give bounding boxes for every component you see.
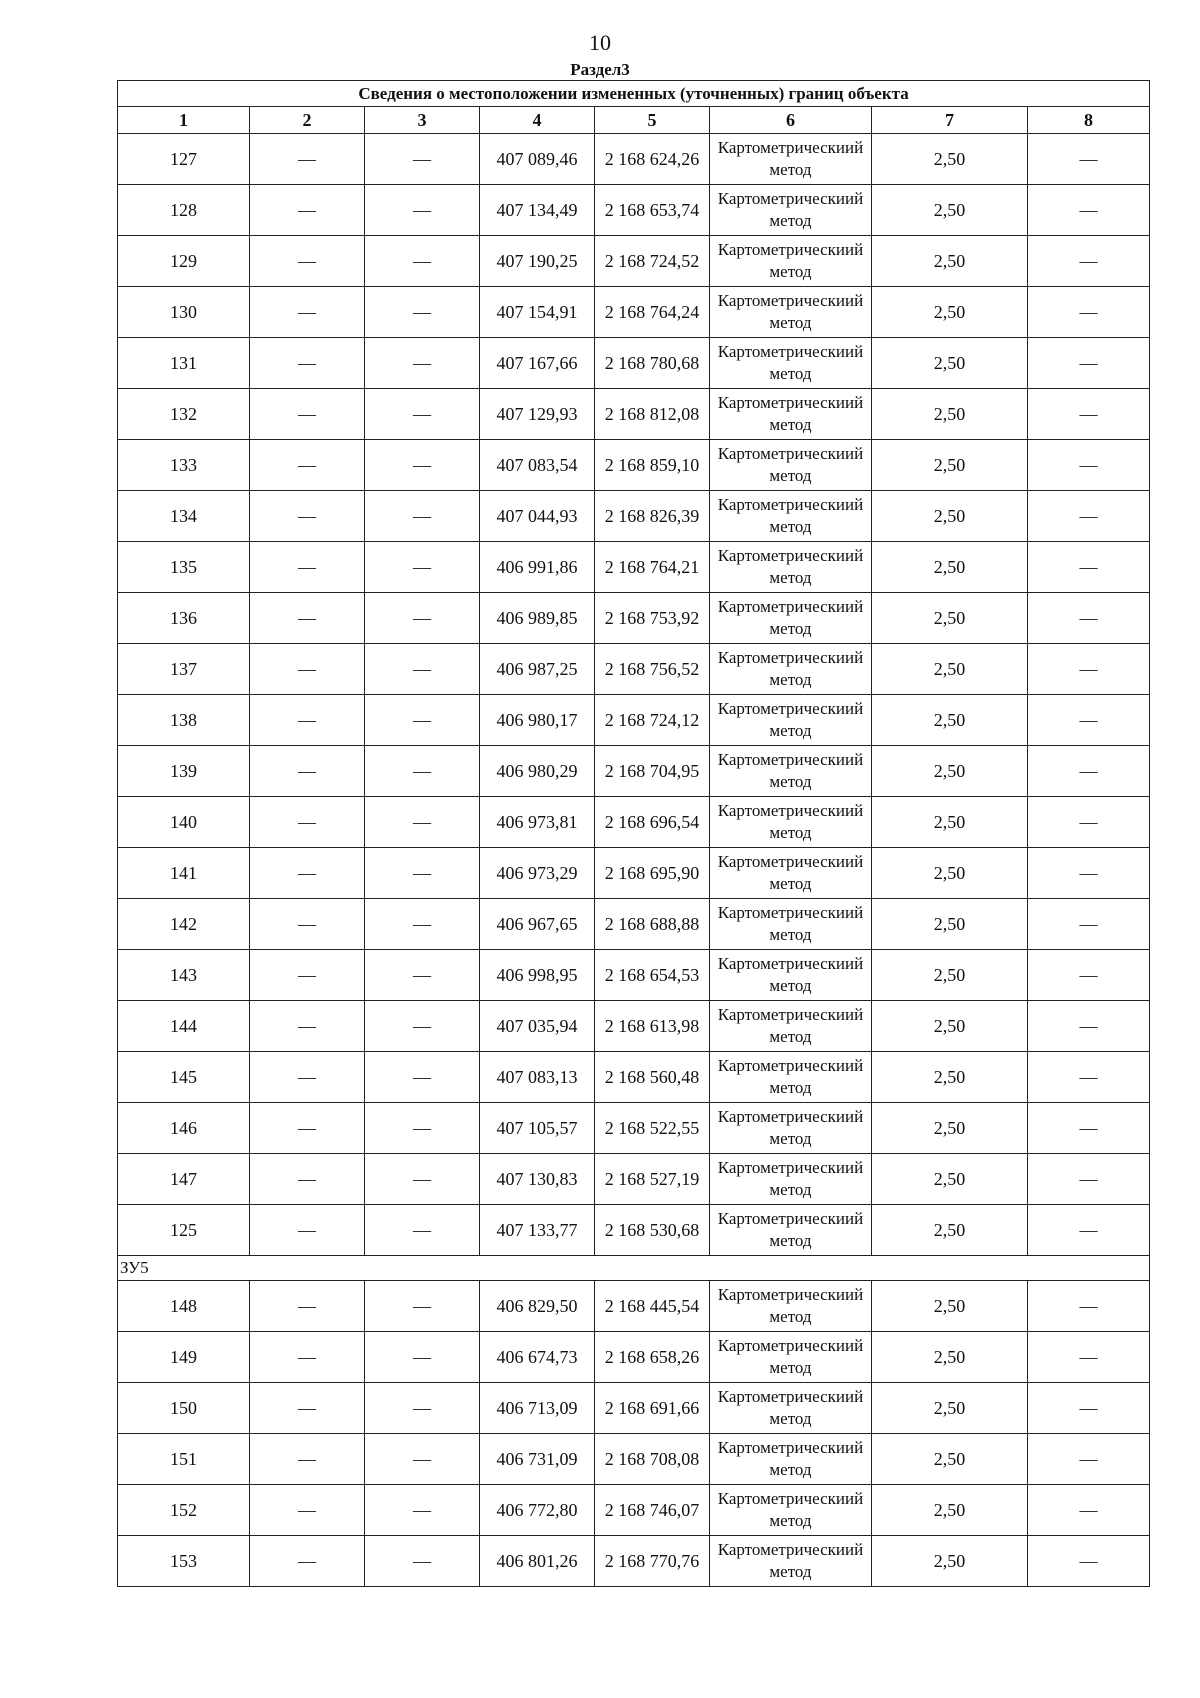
col8-cell: —	[1028, 389, 1150, 440]
table-row	[118, 746, 1150, 797]
method-cell: Картометрическиий метод	[710, 1383, 872, 1434]
col2-cell: —	[250, 1052, 365, 1103]
accuracy-cell: 2,50	[872, 185, 1028, 236]
x-coordinate-cell: 406 772,80	[480, 1485, 595, 1536]
x-coordinate-cell: 406 829,50	[480, 1281, 595, 1332]
col8-cell: —	[1028, 848, 1150, 899]
accuracy-cell: 2,50	[872, 1536, 1028, 1587]
table-row	[118, 440, 1150, 491]
col2-cell: —	[250, 848, 365, 899]
y-coordinate-cell: 2 168 527,19	[595, 1154, 710, 1205]
table-row	[118, 542, 1150, 593]
x-coordinate-cell: 407 130,83	[480, 1154, 595, 1205]
col3-cell: —	[365, 797, 480, 848]
col8-cell: —	[1028, 1205, 1150, 1256]
point-number-cell: 141	[118, 848, 250, 899]
y-coordinate-cell: 2 168 658,26	[595, 1332, 710, 1383]
col2-cell: —	[250, 695, 365, 746]
y-coordinate-cell: 2 168 530,68	[595, 1205, 710, 1256]
table-row	[118, 848, 1150, 899]
col8-cell: —	[1028, 287, 1150, 338]
col8-cell: —	[1028, 950, 1150, 1001]
accuracy-cell: 2,50	[872, 848, 1028, 899]
x-coordinate-cell: 407 083,13	[480, 1052, 595, 1103]
x-coordinate-cell: 406 991,86	[480, 542, 595, 593]
col2-cell: —	[250, 287, 365, 338]
accuracy-cell: 2,50	[872, 695, 1028, 746]
table-row	[118, 1332, 1150, 1383]
point-number-cell: 131	[118, 338, 250, 389]
x-coordinate-cell: 407 083,54	[480, 440, 595, 491]
col8-cell: —	[1028, 491, 1150, 542]
col2-cell: —	[250, 440, 365, 491]
y-coordinate-cell: 2 168 780,68	[595, 338, 710, 389]
col8-cell: —	[1028, 1434, 1150, 1485]
col2-cell: —	[250, 185, 365, 236]
accuracy-cell: 2,50	[872, 899, 1028, 950]
col8-cell: —	[1028, 1281, 1150, 1332]
point-number-cell: 132	[118, 389, 250, 440]
x-coordinate-cell: 407 134,49	[480, 185, 595, 236]
table-row	[118, 1205, 1150, 1256]
col3-cell: —	[365, 1332, 480, 1383]
accuracy-cell: 2,50	[872, 1383, 1028, 1434]
col3-cell: —	[365, 644, 480, 695]
x-coordinate-cell: 407 167,66	[480, 338, 595, 389]
col3-cell: —	[365, 899, 480, 950]
col3-cell: —	[365, 440, 480, 491]
col2-cell: —	[250, 236, 365, 287]
col2-cell: —	[250, 491, 365, 542]
column-header: 2	[250, 107, 365, 134]
boundary-coordinates-table	[117, 80, 1150, 1587]
method-cell: Картометрическиий метод	[710, 1332, 872, 1383]
point-number-cell: 149	[118, 1332, 250, 1383]
col3-cell: —	[365, 338, 480, 389]
method-cell: Картометрическиий метод	[710, 185, 872, 236]
col3-cell: —	[365, 134, 480, 185]
point-number-cell: 125	[118, 1205, 250, 1256]
col8-cell: —	[1028, 797, 1150, 848]
method-cell: Картометрическиий метод	[710, 1485, 872, 1536]
table-row	[118, 287, 1150, 338]
table-row	[118, 950, 1150, 1001]
table-row	[118, 491, 1150, 542]
col2-cell: —	[250, 593, 365, 644]
accuracy-cell: 2,50	[872, 1485, 1028, 1536]
col3-cell: —	[365, 746, 480, 797]
col2-cell: —	[250, 1536, 365, 1587]
method-cell: Картометрическиий метод	[710, 746, 872, 797]
point-number-cell: 129	[118, 236, 250, 287]
accuracy-cell: 2,50	[872, 1205, 1028, 1256]
y-coordinate-cell: 2 168 704,95	[595, 746, 710, 797]
method-cell: Картометрическиий метод	[710, 1536, 872, 1587]
accuracy-cell: 2,50	[872, 134, 1028, 185]
col8-cell: —	[1028, 1052, 1150, 1103]
x-coordinate-cell: 406 967,65	[480, 899, 595, 950]
point-number-cell: 146	[118, 1103, 250, 1154]
column-header: 6	[710, 107, 872, 134]
accuracy-cell: 2,50	[872, 593, 1028, 644]
table-body	[118, 81, 1150, 1587]
x-coordinate-cell: 406 998,95	[480, 950, 595, 1001]
table-row	[118, 236, 1150, 287]
point-number-cell: 142	[118, 899, 250, 950]
col3-cell: —	[365, 1434, 480, 1485]
x-coordinate-cell: 407 133,77	[480, 1205, 595, 1256]
accuracy-cell: 2,50	[872, 1281, 1028, 1332]
y-coordinate-cell: 2 168 445,54	[595, 1281, 710, 1332]
col3-cell: —	[365, 542, 480, 593]
x-coordinate-cell: 406 989,85	[480, 593, 595, 644]
col2-cell: —	[250, 746, 365, 797]
table-row	[118, 644, 1150, 695]
point-number-cell: 145	[118, 1052, 250, 1103]
method-cell: Картометрическиий метод	[710, 542, 872, 593]
y-coordinate-cell: 2 168 812,08	[595, 389, 710, 440]
x-coordinate-cell: 407 129,93	[480, 389, 595, 440]
x-coordinate-cell: 406 980,29	[480, 746, 595, 797]
accuracy-cell: 2,50	[872, 1154, 1028, 1205]
y-coordinate-cell: 2 168 688,88	[595, 899, 710, 950]
y-coordinate-cell: 2 168 724,52	[595, 236, 710, 287]
point-number-cell: 148	[118, 1281, 250, 1332]
x-coordinate-cell: 407 089,46	[480, 134, 595, 185]
method-cell: Картометрическиий метод	[710, 287, 872, 338]
x-coordinate-cell: 407 154,91	[480, 287, 595, 338]
point-number-cell: 134	[118, 491, 250, 542]
col8-cell: —	[1028, 593, 1150, 644]
col3-cell: —	[365, 236, 480, 287]
table-row	[118, 1383, 1150, 1434]
point-number-cell: 140	[118, 797, 250, 848]
table-row	[118, 338, 1150, 389]
point-number-cell: 138	[118, 695, 250, 746]
method-cell: Картометрическиий метод	[710, 1281, 872, 1332]
x-coordinate-cell: 406 713,09	[480, 1383, 595, 1434]
method-cell: Картометрическиий метод	[710, 440, 872, 491]
y-coordinate-cell: 2 168 624,26	[595, 134, 710, 185]
col2-cell: —	[250, 1103, 365, 1154]
accuracy-cell: 2,50	[872, 1332, 1028, 1383]
accuracy-cell: 2,50	[872, 746, 1028, 797]
y-coordinate-cell: 2 168 770,76	[595, 1536, 710, 1587]
point-number-cell: 136	[118, 593, 250, 644]
method-cell: Картометрическиий метод	[710, 899, 872, 950]
x-coordinate-cell: 406 801,26	[480, 1536, 595, 1587]
method-cell: Картометрическиий метод	[710, 644, 872, 695]
accuracy-cell: 2,50	[872, 338, 1028, 389]
col2-cell: —	[250, 1001, 365, 1052]
table-row	[118, 1103, 1150, 1154]
group-label-row	[118, 1256, 1150, 1281]
column-header: 8	[1028, 107, 1150, 134]
col3-cell: —	[365, 1154, 480, 1205]
col3-cell: —	[365, 1052, 480, 1103]
col2-cell: —	[250, 1485, 365, 1536]
x-coordinate-cell: 406 973,81	[480, 797, 595, 848]
accuracy-cell: 2,50	[872, 950, 1028, 1001]
method-cell: Картометрическиий метод	[710, 134, 872, 185]
col2-cell: —	[250, 1205, 365, 1256]
accuracy-cell: 2,50	[872, 1434, 1028, 1485]
col3-cell: —	[365, 1536, 480, 1587]
accuracy-cell: 2,50	[872, 287, 1028, 338]
col8-cell: —	[1028, 338, 1150, 389]
point-number-cell: 128	[118, 185, 250, 236]
method-cell: Картометрическиий метод	[710, 950, 872, 1001]
accuracy-cell: 2,50	[872, 1052, 1028, 1103]
point-number-cell: 152	[118, 1485, 250, 1536]
col2-cell: —	[250, 1281, 365, 1332]
method-cell: Картометрическиий метод	[710, 1103, 872, 1154]
y-coordinate-cell: 2 168 724,12	[595, 695, 710, 746]
x-coordinate-cell: 406 973,29	[480, 848, 595, 899]
section-title: Раздел3	[570, 60, 630, 79]
column-header: 4	[480, 107, 595, 134]
method-cell: Картометрическиий метод	[710, 389, 872, 440]
col8-cell: —	[1028, 899, 1150, 950]
y-coordinate-cell: 2 168 859,10	[595, 440, 710, 491]
col3-cell: —	[365, 848, 480, 899]
column-header: 1	[118, 107, 250, 134]
table-row	[118, 1001, 1150, 1052]
method-cell: Картометрическиий метод	[710, 1205, 872, 1256]
method-cell: Картометрическиий метод	[710, 1052, 872, 1103]
table-row	[118, 1154, 1150, 1205]
y-coordinate-cell: 2 168 654,53	[595, 950, 710, 1001]
point-number-cell: 143	[118, 950, 250, 1001]
col8-cell: —	[1028, 185, 1150, 236]
table-row	[118, 134, 1150, 185]
y-coordinate-cell: 2 168 826,39	[595, 491, 710, 542]
point-number-cell: 151	[118, 1434, 250, 1485]
col3-cell: —	[365, 287, 480, 338]
accuracy-cell: 2,50	[872, 1103, 1028, 1154]
y-coordinate-cell: 2 168 764,21	[595, 542, 710, 593]
col2-cell: —	[250, 1383, 365, 1434]
accuracy-cell: 2,50	[872, 236, 1028, 287]
col8-cell: —	[1028, 1154, 1150, 1205]
x-coordinate-cell: 406 731,09	[480, 1434, 595, 1485]
point-number-cell: 137	[118, 644, 250, 695]
col3-cell: —	[365, 389, 480, 440]
col2-cell: —	[250, 389, 365, 440]
x-coordinate-cell: 407 035,94	[480, 1001, 595, 1052]
col2-cell: —	[250, 1332, 365, 1383]
point-number-cell: 147	[118, 1154, 250, 1205]
col3-cell: —	[365, 1103, 480, 1154]
table-row	[118, 389, 1150, 440]
method-cell: Картометрическиий метод	[710, 797, 872, 848]
page-number: 10	[589, 30, 611, 55]
method-cell: Картометрическиий метод	[710, 1434, 872, 1485]
method-cell: Картометрическиий метод	[710, 848, 872, 899]
col2-cell: —	[250, 134, 365, 185]
accuracy-cell: 2,50	[872, 389, 1028, 440]
y-coordinate-cell: 2 168 695,90	[595, 848, 710, 899]
table-row	[118, 1281, 1150, 1332]
y-coordinate-cell: 2 168 696,54	[595, 797, 710, 848]
col8-cell: —	[1028, 1485, 1150, 1536]
method-cell: Картометрическиий метод	[710, 338, 872, 389]
table-row	[118, 1052, 1150, 1103]
x-coordinate-cell: 406 987,25	[480, 644, 595, 695]
col3-cell: —	[365, 695, 480, 746]
col8-cell: —	[1028, 134, 1150, 185]
col8-cell: —	[1028, 1332, 1150, 1383]
col8-cell: —	[1028, 644, 1150, 695]
col3-cell: —	[365, 1281, 480, 1332]
y-coordinate-cell: 2 168 653,74	[595, 185, 710, 236]
table-row	[118, 1485, 1150, 1536]
point-number-cell: 150	[118, 1383, 250, 1434]
point-number-cell: 139	[118, 746, 250, 797]
y-coordinate-cell: 2 168 708,08	[595, 1434, 710, 1485]
y-coordinate-cell: 2 168 746,07	[595, 1485, 710, 1536]
col8-cell: —	[1028, 236, 1150, 287]
method-cell: Картометрическиий метод	[710, 695, 872, 746]
col2-cell: —	[250, 899, 365, 950]
col8-cell: —	[1028, 1383, 1150, 1434]
col2-cell: —	[250, 950, 365, 1001]
table-row	[118, 695, 1150, 746]
col2-cell: —	[250, 1154, 365, 1205]
method-cell: Картометрическиий метод	[710, 236, 872, 287]
y-coordinate-cell: 2 168 764,24	[595, 287, 710, 338]
x-coordinate-cell: 407 105,57	[480, 1103, 595, 1154]
table-caption: Сведения о местоположении измененных (уточненных) границ объекта	[118, 81, 1150, 107]
x-coordinate-cell: 406 674,73	[480, 1332, 595, 1383]
y-coordinate-cell: 2 168 756,52	[595, 644, 710, 695]
col8-cell: —	[1028, 746, 1150, 797]
accuracy-cell: 2,50	[872, 644, 1028, 695]
y-coordinate-cell: 2 168 613,98	[595, 1001, 710, 1052]
col2-cell: —	[250, 338, 365, 389]
point-number-cell: 153	[118, 1536, 250, 1587]
column-header: 7	[872, 107, 1028, 134]
table-row	[118, 797, 1150, 848]
table-row	[118, 1434, 1150, 1485]
y-coordinate-cell: 2 168 691,66	[595, 1383, 710, 1434]
table-caption-row	[118, 81, 1150, 107]
method-cell: Картометрическиий метод	[710, 1154, 872, 1205]
point-number-cell: 135	[118, 542, 250, 593]
accuracy-cell: 2,50	[872, 440, 1028, 491]
x-coordinate-cell: 407 190,25	[480, 236, 595, 287]
col8-cell: —	[1028, 1103, 1150, 1154]
col8-cell: —	[1028, 542, 1150, 593]
accuracy-cell: 2,50	[872, 542, 1028, 593]
point-number-cell: 127	[118, 134, 250, 185]
method-cell: Картометрическиий метод	[710, 491, 872, 542]
table-row	[118, 185, 1150, 236]
group-label: ЗУ5	[118, 1256, 1150, 1281]
table-row	[118, 593, 1150, 644]
col2-cell: —	[250, 1434, 365, 1485]
col3-cell: —	[365, 593, 480, 644]
y-coordinate-cell: 2 168 522,55	[595, 1103, 710, 1154]
accuracy-cell: 2,50	[872, 797, 1028, 848]
col8-cell: —	[1028, 440, 1150, 491]
col3-cell: —	[365, 1383, 480, 1434]
point-number-cell: 133	[118, 440, 250, 491]
col3-cell: —	[365, 1485, 480, 1536]
col3-cell: —	[365, 1205, 480, 1256]
accuracy-cell: 2,50	[872, 491, 1028, 542]
point-number-cell: 144	[118, 1001, 250, 1052]
col3-cell: —	[365, 491, 480, 542]
table-row	[118, 1536, 1150, 1587]
col2-cell: —	[250, 644, 365, 695]
y-coordinate-cell: 2 168 560,48	[595, 1052, 710, 1103]
col3-cell: —	[365, 950, 480, 1001]
table-row	[118, 899, 1150, 950]
x-coordinate-cell: 406 980,17	[480, 695, 595, 746]
col2-cell: —	[250, 542, 365, 593]
method-cell: Картометрическиий метод	[710, 593, 872, 644]
column-header-row	[118, 107, 1150, 134]
point-number-cell: 130	[118, 287, 250, 338]
col8-cell: —	[1028, 1536, 1150, 1587]
col8-cell: —	[1028, 695, 1150, 746]
col8-cell: —	[1028, 1001, 1150, 1052]
x-coordinate-cell: 407 044,93	[480, 491, 595, 542]
column-header: 3	[365, 107, 480, 134]
col3-cell: —	[365, 1001, 480, 1052]
method-cell: Картометрическиий метод	[710, 1001, 872, 1052]
column-header: 5	[595, 107, 710, 134]
y-coordinate-cell: 2 168 753,92	[595, 593, 710, 644]
col2-cell: —	[250, 797, 365, 848]
accuracy-cell: 2,50	[872, 1001, 1028, 1052]
col3-cell: —	[365, 185, 480, 236]
